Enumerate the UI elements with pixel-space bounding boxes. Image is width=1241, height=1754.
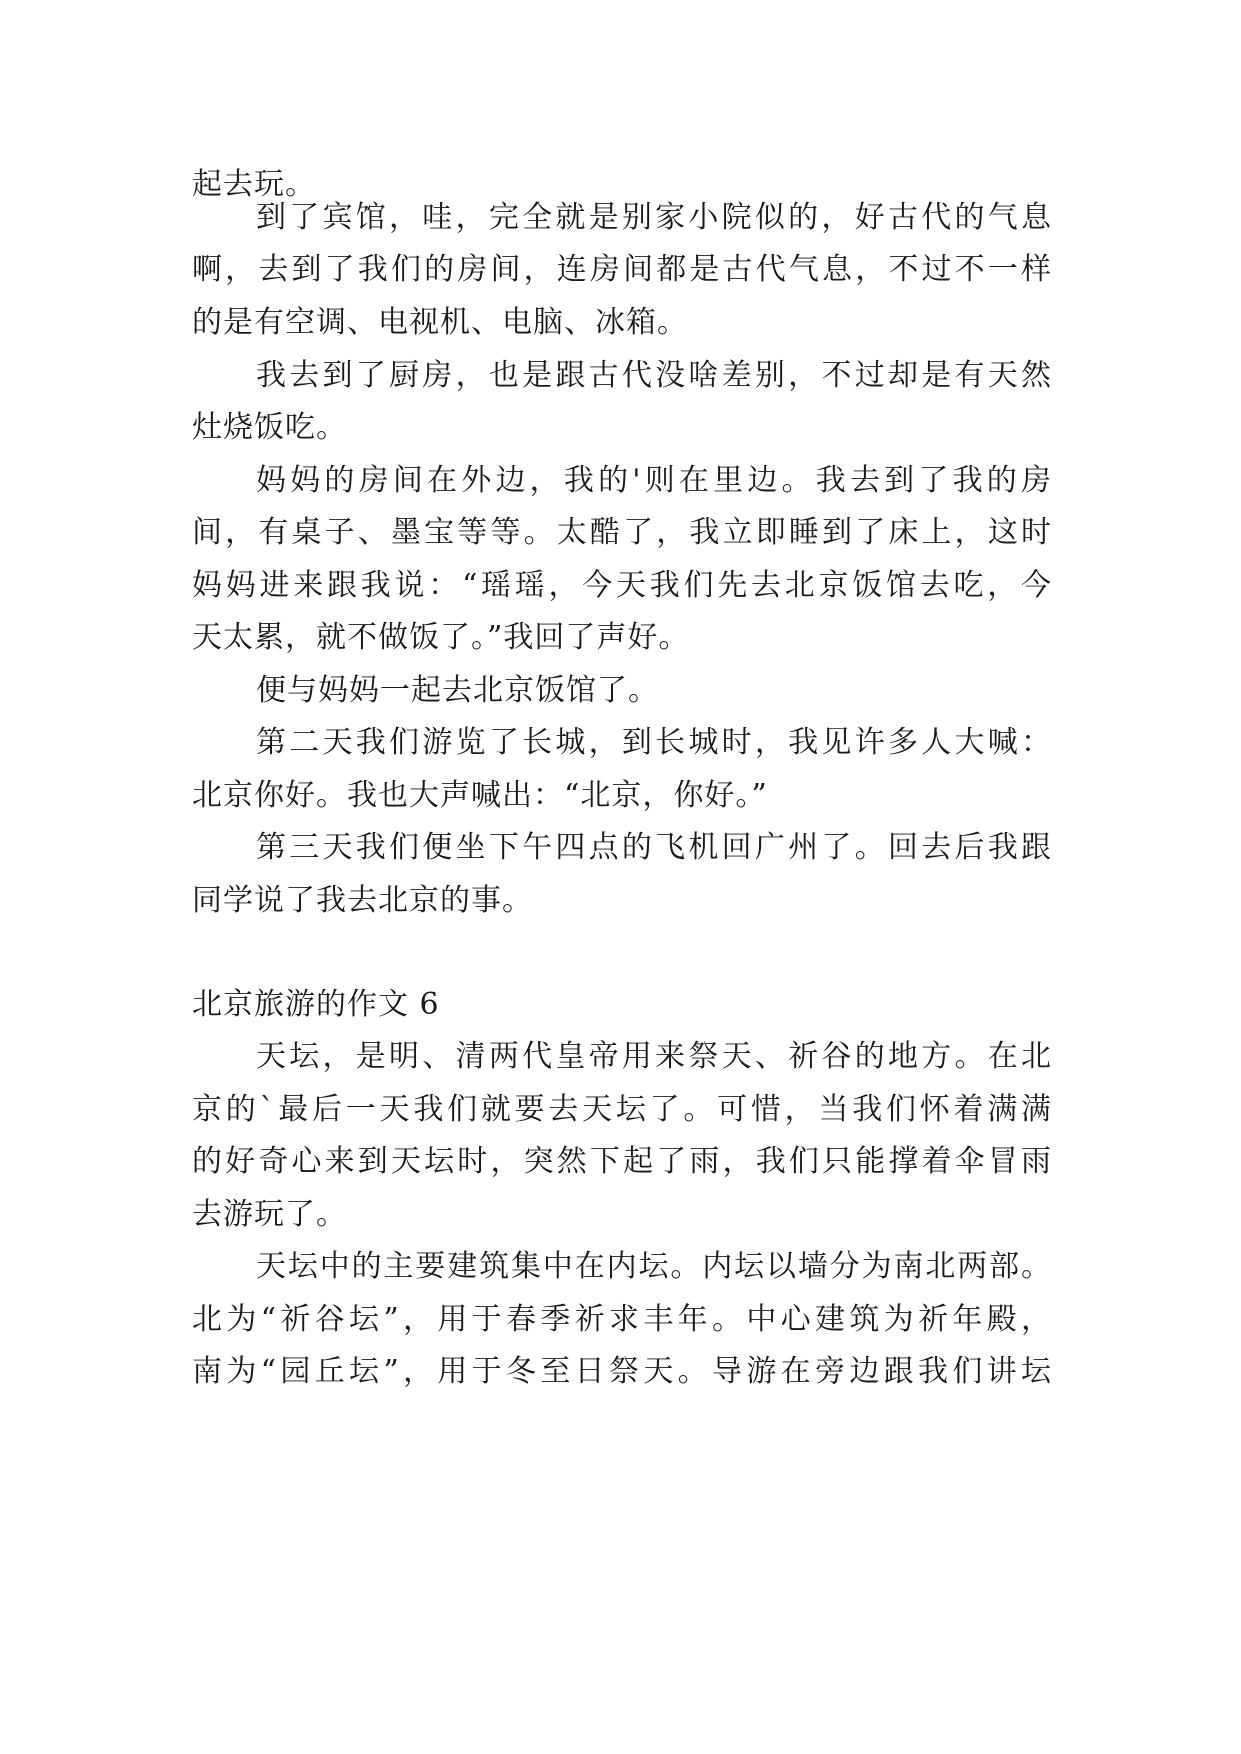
paragraph-first-line: 到了宾馆，哇，完全就是别家小院似的，好古代的气息 (256, 200, 1052, 235)
text-line: 起去玩。 (192, 167, 316, 202)
text-line: 啊，去到了我们的房间，连房间都是古代气息，不过不一样 (192, 252, 1052, 287)
text-line: 天太累，就不做饭了。”我回了声好。 (192, 620, 690, 655)
paragraph-first-line: 妈妈的房间在外边，我的'则在里边。我去到了我的房 (256, 463, 1052, 498)
text-line: 的好奇心来到天坛时，突然下起了雨，我们只能撑着伞冒雨 (192, 1144, 1052, 1179)
section-heading: 北京旅游的作文 6 (192, 987, 440, 1022)
paragraph-first-line: 天坛，是明、清两代皇帝用来祭天、祈谷的地方。在北 (256, 1039, 1052, 1074)
text-line: 的是有空调、电视机、电脑、冰箱。 (192, 305, 688, 340)
paragraph-first-line: 第二天我们游览了长城，到长城时，我见许多人大喊： (256, 725, 1052, 760)
paragraph-first-line: 第三天我们便坐下午四点的飞机回广州了。回去后我跟 (256, 830, 1052, 865)
text-line: 同学说了我去北京的事。 (192, 883, 533, 918)
text-line: 妈妈进来跟我说：“瑶瑶，今天我们先去北京饭馆去吃，今 (192, 568, 1052, 603)
paragraph-first-line: 便与妈妈一起去北京饭馆了。 (256, 673, 659, 708)
text-line: 南为“园丘坛”，用于冬至日祭天。导游在旁边跟我们讲坛 (192, 1354, 1052, 1389)
text-line: 灶烧饭吃。 (192, 410, 347, 445)
text-line: 北为“祈谷坛”，用于春季祈求丰年。中心建筑为祈年殿， (192, 1302, 1052, 1337)
text-line: 去游玩了。 (192, 1197, 347, 1232)
text-line: 京的`最后一天我们就要去天坛了。可惜，当我们怀着满满 (192, 1092, 1052, 1127)
paragraph-first-line: 我去到了厨房，也是跟古代没啥差别，不过却是有天然 (256, 358, 1052, 393)
paragraph-first-line: 天坛中的主要建筑集中在内坛。内坛以墙分为南北两部。 (256, 1249, 1052, 1284)
text-line: 北京你好。我也大声喊出：“北京，你好。” (192, 778, 768, 813)
text-line: 间，有桌子、墨宝等等。太酷了，我立即睡到了床上，这时 (192, 515, 1052, 550)
